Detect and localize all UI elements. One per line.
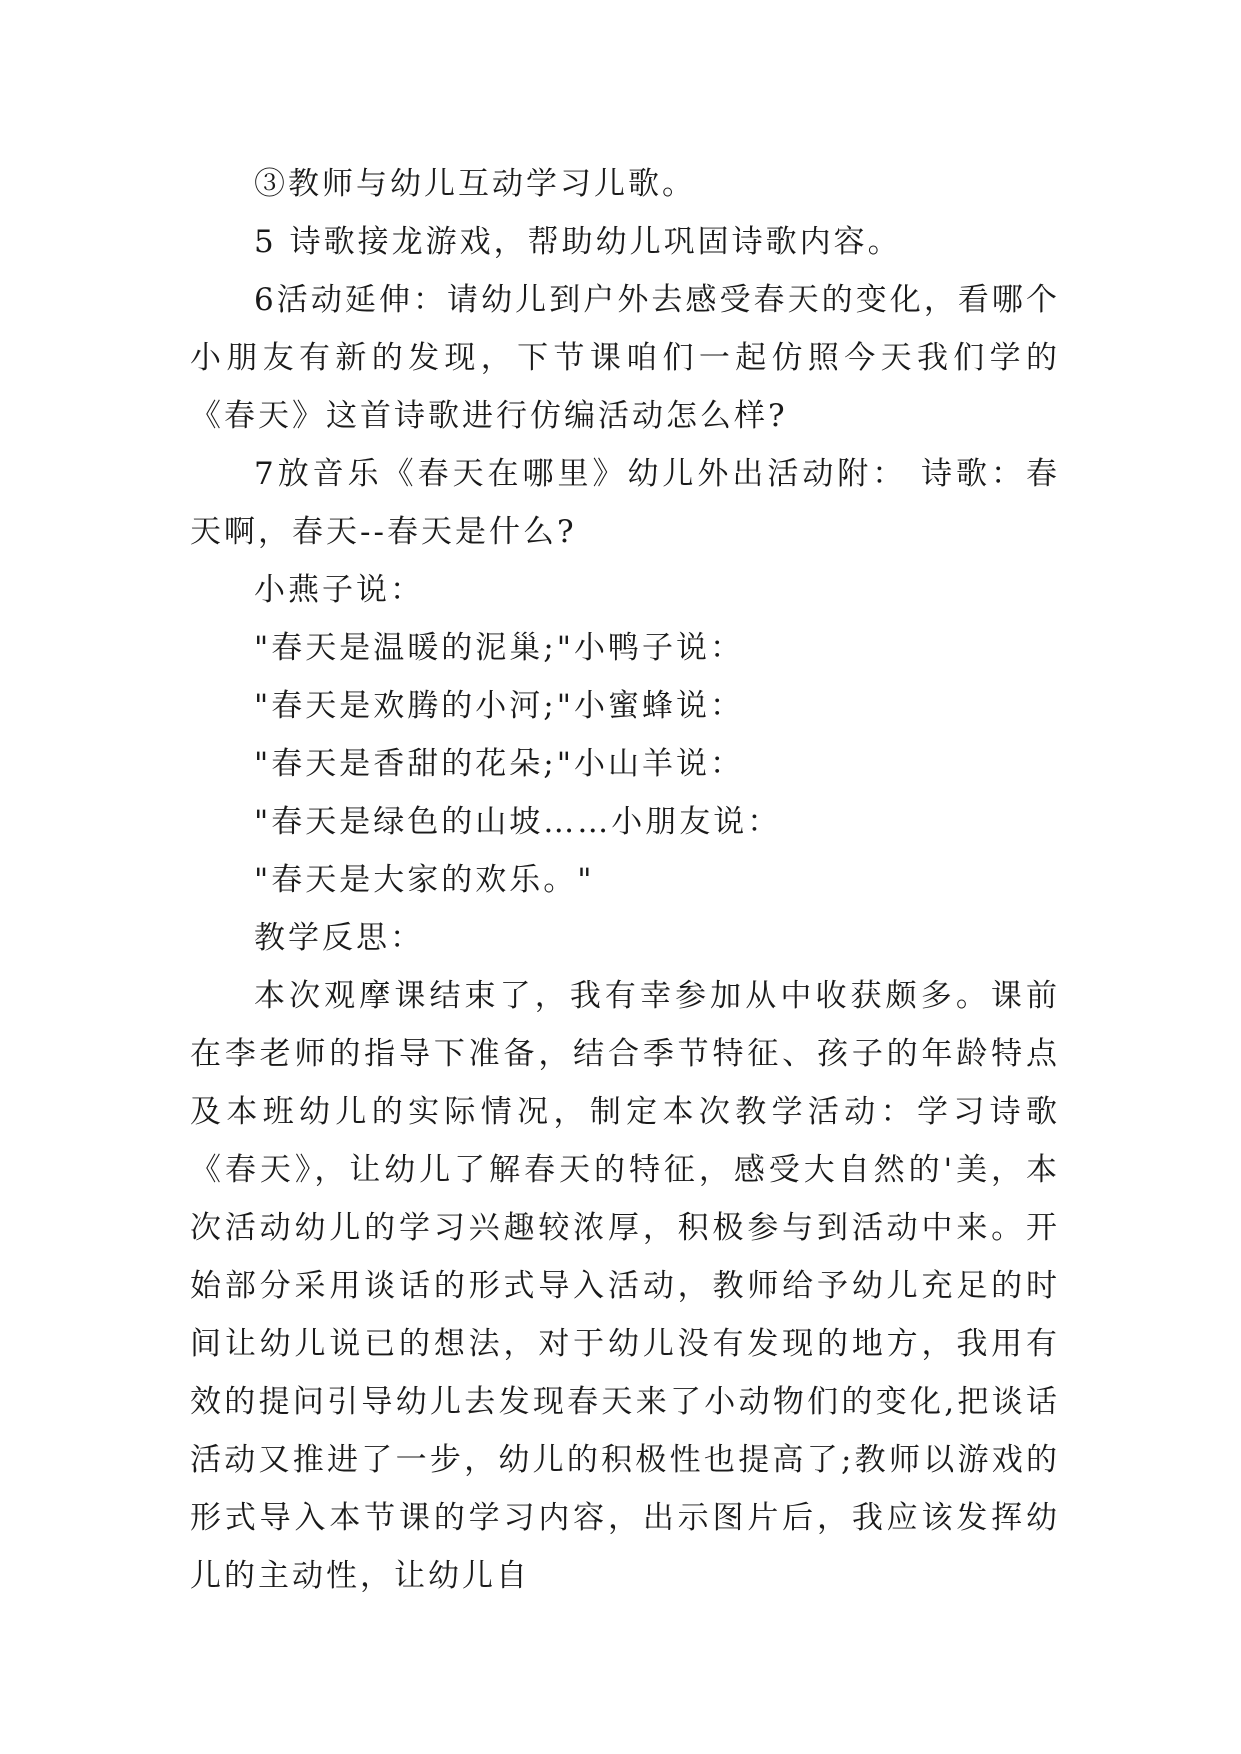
poem-line-bee: "春天是欢腾的小河;"小蜜蜂说：: [254, 688, 744, 724]
paragraph-step-6: 6活动延伸：请幼儿到户外去感受春天的变化，看哪个小朋友有新的发现，下节课咱们一起仿照今天我们学的《春天》这首诗歌进行仿编活动怎么样?: [190, 282, 1060, 434]
paragraph-reflection: 本次观摩课结束了，我有幸参加从中收获颇多。课前在李老师的指导下准备，结合季节特征、孩子的年龄特点及本班幼儿的实际情况，制定本次教学活动：学习诗歌《春天》，让幼儿了解春天的特征，感受大自然的'美，本次活动幼儿的学习兴趣较浓厚，积极参与到活动中来。开始部分采用谈话的形式导入活动，教师给予幼儿充足的时间让幼儿说已的想法，对于幼儿没有发现的地方，我用有效的提问引导幼儿去发现春天来了小动物们的变化,把谈话活动又推进了一步，幼儿的积极性也提高了;教师以游戏的形式导入本节课的学习内容，出示图片后，我应该发挥幼儿的主动性，让幼儿自: [190, 978, 1060, 1594]
poem-line-child: "春天是绿色的山坡……小朋友说：: [254, 804, 782, 840]
paragraph-step-5: 5 诗歌接龙游戏，帮助幼儿巩固诗歌内容。: [254, 224, 902, 260]
poem-line-goat: "春天是香甜的花朵;"小山羊说：: [254, 746, 744, 782]
paragraph-step-7: 7放音乐《春天在哪里》幼儿外出活动附： 诗歌：春天啊，春天--春天是什么?: [190, 456, 1060, 550]
section-heading-reflection: 教学反思：: [254, 920, 424, 956]
poem-line-swallow: 小燕子说：: [254, 572, 424, 608]
paragraph-step-3: ③教师与幼儿互动学习儿歌。: [254, 166, 696, 202]
poem-line-ending: "春天是大家的欢乐。": [254, 862, 595, 898]
poem-line-duck: "春天是温暖的泥巢;"小鸭子说：: [254, 630, 744, 666]
document-body: [190, 155, 1060, 1605]
